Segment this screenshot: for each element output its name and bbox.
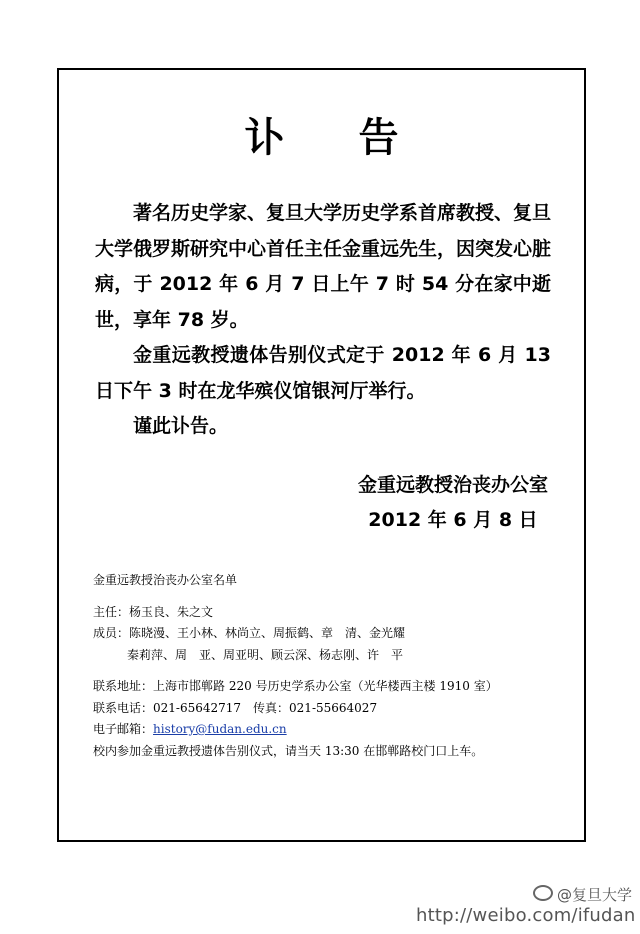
notice-paragraph-funeral: 金重远教授遗体告别仪式定于 2012 年 6 月 13 日下午 3 时在龙华殡仪馆银河厅举行。 — [95, 344, 551, 402]
signature-date: 2012 年 6 月 8 日 — [368, 509, 538, 531]
committee-chair: 主任：杨玉良、朱之文 — [93, 604, 214, 619]
committee-members-line1: 成员：陈晓漫、王小林、林尚立、周振鹤、章 清、金光耀 — [93, 626, 406, 640]
weibo-icon — [533, 885, 553, 901]
contact-address: 联系地址：上海市邯郸路 220 号历史学系办公室（光华楼西主楼 1910 室） — [93, 679, 498, 693]
notice-frame — [57, 68, 586, 842]
contact-email-link[interactable]: history@fudan.edu.cn — [153, 722, 287, 736]
watermark-brand — [416, 884, 632, 905]
notice-body — [95, 196, 551, 445]
notice-title: 讣 告 — [244, 115, 429, 161]
contact-email-row — [93, 719, 563, 741]
watermark-brand-text: @复旦大学 — [556, 886, 632, 904]
signature-org: 金重远教授治丧办公室 — [357, 474, 548, 496]
signature-block — [358, 468, 548, 538]
contact-phone: 联系电话：021-65642717 传真：021-55664027 — [93, 700, 378, 715]
contact-email-label: 电子邮箱： — [93, 722, 154, 736]
watermark-url: http://weibo.com/ifudan — [416, 905, 636, 926]
contact-note: 校内参加金重远教授遗体告别仪式，请当天 13:30 在邯郸路校门口上车。 — [93, 743, 484, 758]
committee-heading: 金重远教授治丧办公室名单 — [93, 573, 238, 587]
committee-members-line2: 秦莉萍、周 亚、周亚明、顾云深、杨志刚、许 平 — [127, 647, 404, 662]
notice-paragraph-closing: 谨此讣告。 — [133, 415, 229, 437]
committee-and-contact — [93, 570, 563, 762]
notice-paragraph-death: 著名历史学家、复旦大学历史学系首席教授、复旦大学俄罗斯研究中心首任主任金重远先生，因突发心脏病，于 2012 年 6 月 7 日上午 7 时 54 分在家中逝世，享年 78 岁。 — [95, 202, 552, 331]
